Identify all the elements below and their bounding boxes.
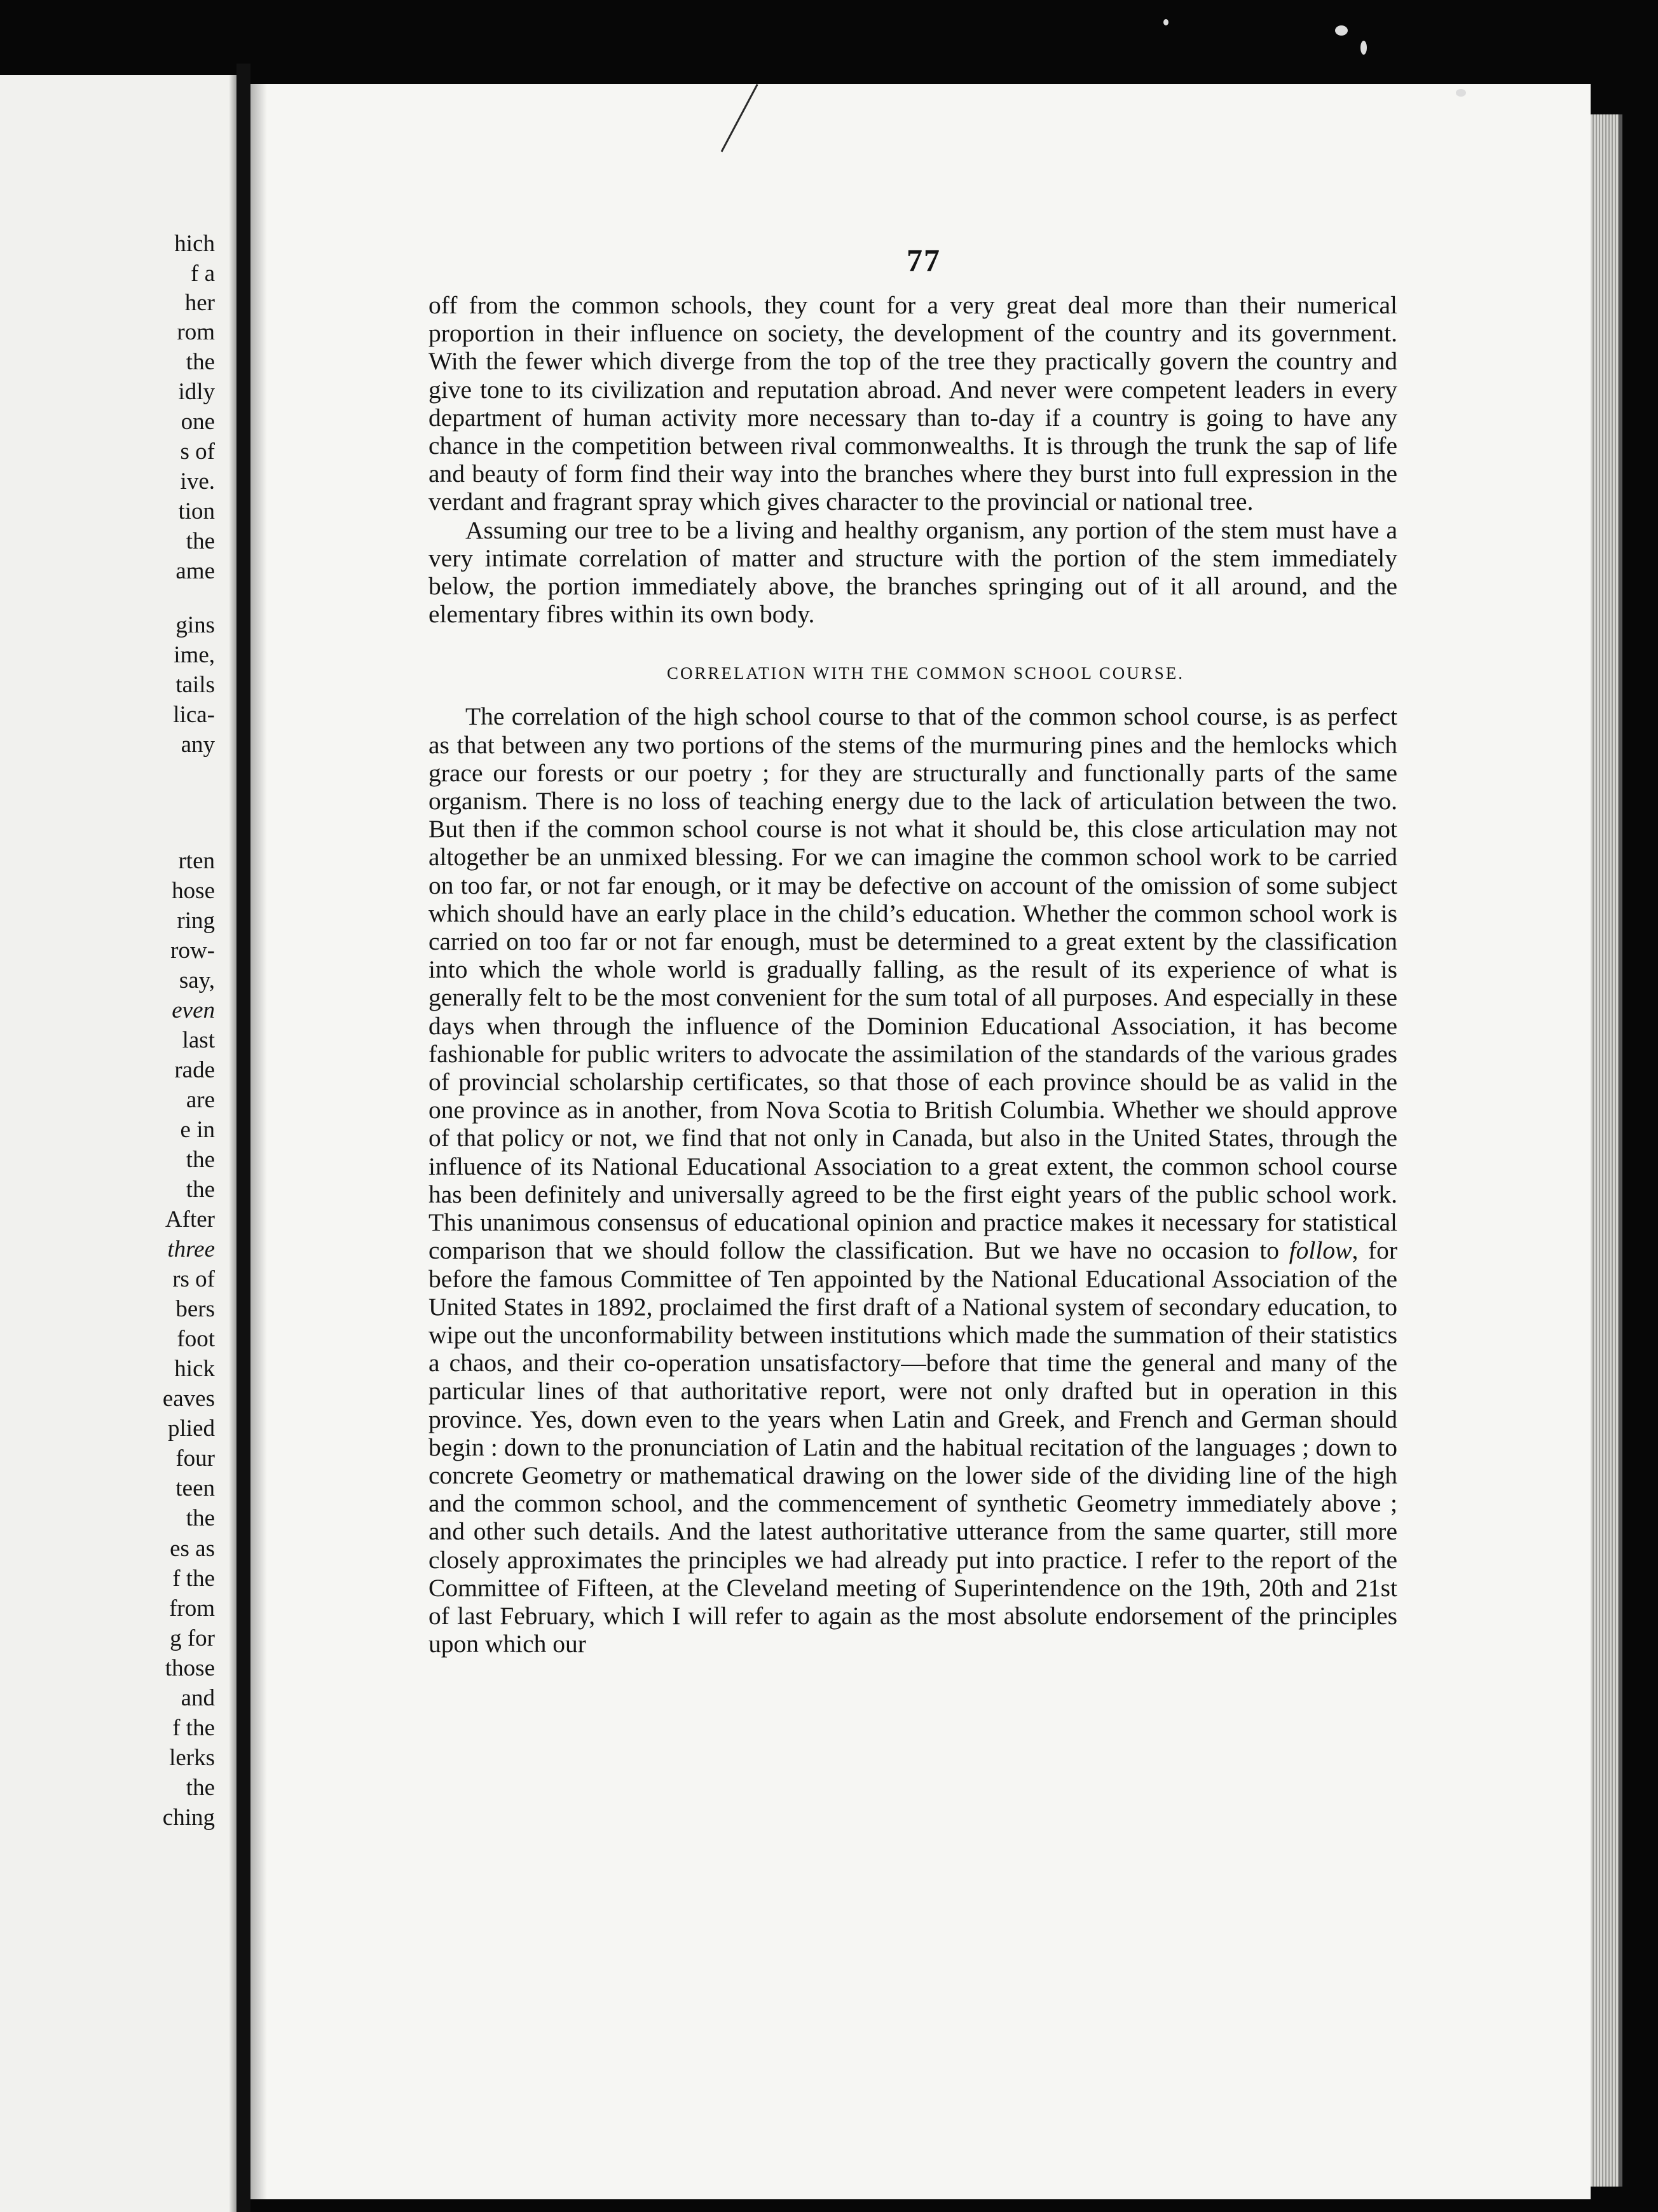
previous-page-line-fragment: ive. <box>180 468 215 495</box>
previous-page-line-fragment: gins <box>175 612 215 638</box>
previous-page-line-fragment: plied <box>168 1416 215 1442</box>
previous-page-line-fragment: hose <box>172 878 215 904</box>
previous-page-line-fragment: lerks <box>169 1745 215 1771</box>
page-fold-shadow <box>229 75 236 2212</box>
body-paragraph: Assuming our tree to be a living and healthy organism, any portion of the stem must have a very intimate correlation of matter and structure with the portion of the stem immediately below, the portion immediately above, the branches springing out of it all around, and the elementary fibres within its own body. <box>428 515 1397 629</box>
italic-emphasis: follow <box>1289 1236 1352 1265</box>
previous-page-line-fragment: e in <box>180 1117 215 1143</box>
previous-page-line-fragment: rade <box>174 1057 215 1083</box>
previous-page-line-fragment: row- <box>170 938 215 964</box>
previous-page-line-fragment: her <box>184 290 215 316</box>
paragraph-text: The correlation of the high school course to that of the common school course, is as perfect as that between any two portions of the stems of the murmuring pines and the hemlocks which grace our forests or our poetry ; for they are structurally and functionally parts of the same organism. There is no loss of teaching energy due to the lack of articulation between the two. But then if the common school course is not what it should be, this close articulation may not altogether be an unmixed blessing. For we can imagine the common school work to be carried on too far, or not far enough, or it may be defective on account of the omission of some subject which should have an early place in the child’s education. Whether the common school work is carried on too far or not far enough, must be determined to a great extent by the classification into which the whole world is gradually falling, as the result of its experience of what is generally felt to be the most convenient for the sum total of all purposes. And especially in these days when through the influence of the Dominion Educational Association, it has become fashionable for public writers to advocate the assimilation of the standards of the various grades of provincial scholarship certificates, so that those of each province should be as valid in the one province as in another, from Nova Scotia to British Columbia. Whether we should approve of that policy or not, we find that not only in Canada, but also in the United States, through the influence of its National Educational Association to a great extent, the common school course has been definitely and universally agreed to be the first eight years of the public school work. This unanimous consensus of educational opinion and practice makes it necessary for statistical comparison that we should follow the classification. But we have no occasion to <box>428 702 1397 1265</box>
previous-page-line-fragment: teen <box>175 1475 215 1501</box>
previous-page-line-fragment: four <box>175 1445 215 1471</box>
previous-page-line-fragment: even <box>172 997 215 1023</box>
previous-page-line-fragment: the <box>186 1775 215 1801</box>
previous-page-line-fragment: the <box>186 349 215 375</box>
previous-page-line-fragment: those <box>165 1655 215 1681</box>
scan-dust <box>1456 89 1466 97</box>
previous-page-line-fragment: the <box>186 1147 215 1173</box>
previous-page-line-fragment: g for <box>170 1625 215 1651</box>
previous-page-line-fragment: from <box>169 1595 215 1621</box>
previous-page-line-fragment: ame <box>175 558 215 584</box>
previous-page-line-fragment: f the <box>172 1715 215 1741</box>
body-paragraph <box>428 702 1397 1658</box>
previous-page-line-fragment: hick <box>174 1356 215 1382</box>
previous-page-line-fragment: the <box>186 1177 215 1203</box>
body-paragraph: off from the common schools, they count for a very great deal more than their numerical proportion in their influence on society, the development of the country and its government. With the fewer which diverge from the top of the tree they practically govern the country and give tone to its civilization and reputation abroad. And never were competent leaders in every department of human activity more necessary than to-day if a country is going to have any chance in the competition between rival commonwealths. It is through the trunk the sap of life and beauty of form find their way into the branches where they burst into full expression in the verdant and fragrant spray which gives character to the provincial or national tree. <box>428 291 1397 516</box>
previous-page-line-fragment: rten <box>178 848 215 874</box>
previous-page-line-fragment: ime, <box>174 642 215 668</box>
previous-page-line-fragment: tails <box>175 672 215 698</box>
previous-page-line-fragment: lica- <box>173 702 215 728</box>
scan-dust <box>1335 25 1348 36</box>
previous-page-line-fragment: hich <box>174 231 215 257</box>
previous-page-line-fragment: are <box>186 1087 215 1113</box>
previous-page-fragment <box>0 75 236 2212</box>
page-number: 77 <box>907 242 941 278</box>
scan-dust <box>1360 41 1367 55</box>
previous-page-line-fragment: eaves <box>162 1386 215 1412</box>
previous-page-line-fragment: foot <box>177 1326 215 1352</box>
previous-page-line-fragment: After <box>165 1206 215 1232</box>
previous-page-line-fragment: bers <box>175 1296 215 1322</box>
previous-page-line-fragment: and <box>181 1685 215 1711</box>
previous-page-line-fragment: ring <box>177 908 215 934</box>
previous-page-line-fragment: es as <box>170 1536 215 1562</box>
previous-page-line-fragment: one <box>181 409 215 435</box>
previous-page-line-fragment: the <box>186 1505 215 1531</box>
previous-page-line-fragment: rom <box>177 319 215 345</box>
book-gutter <box>236 64 250 2212</box>
section-heading: CORRELATION WITH THE COMMON SCHOOL COURSE. <box>666 664 1185 683</box>
previous-page-line-fragment: last <box>182 1027 215 1053</box>
previous-page-line-fragment: idly <box>178 379 215 405</box>
previous-page-line-fragment: f the <box>172 1566 215 1592</box>
page-body <box>428 291 1397 1658</box>
previous-page-line-fragment: rs of <box>172 1266 215 1292</box>
previous-page-line-fragment: ching <box>162 1805 215 1831</box>
scan-dust <box>1163 19 1168 25</box>
previous-page-line-fragment: f a <box>191 261 215 287</box>
previous-page-line-fragment: any <box>181 732 215 758</box>
previous-page-line-fragment: say, <box>179 967 215 993</box>
paragraph-text: , for before the famous Committee of Ten appointed by the National Educational Association of the United States in 1892, proclaimed the first draft of a National system of secondary education, to wipe out the unconformability between institutions which made the summation of their statistics a chaos, and their co-operation unsatisfactory—before that time the general and many of the particular lines of that authoritative report, were not only drafted but in operation in this province. Yes, down even to the years when Latin and Greek, and French and German should begin : down to the pronunciation of Latin and the habitual recitation of the languages ; down to concrete Geometry or mathematical drawing on the lower side of the dividing line of the high and the common school, and the commencement of synthetic Geometry immediately above ; and other such details. And the latest authoritative utterance from the same quarter, still more closely approximates the principles we had already put into practice. I refer to the report of the Committee of Fifteen, at the Cleveland meeting of Superintendence on the 19th, 20th and 21st of last February, which I will refer to again as the most absolute endorsement of the principles upon which our <box>428 1236 1397 1658</box>
previous-page-line-fragment: tion <box>178 498 215 524</box>
previous-page-line-fragment: s of <box>180 439 215 465</box>
page-edge-stack <box>1591 114 1622 2187</box>
previous-page-line-fragment: the <box>186 528 215 554</box>
previous-page-line-fragment: three <box>167 1236 215 1262</box>
